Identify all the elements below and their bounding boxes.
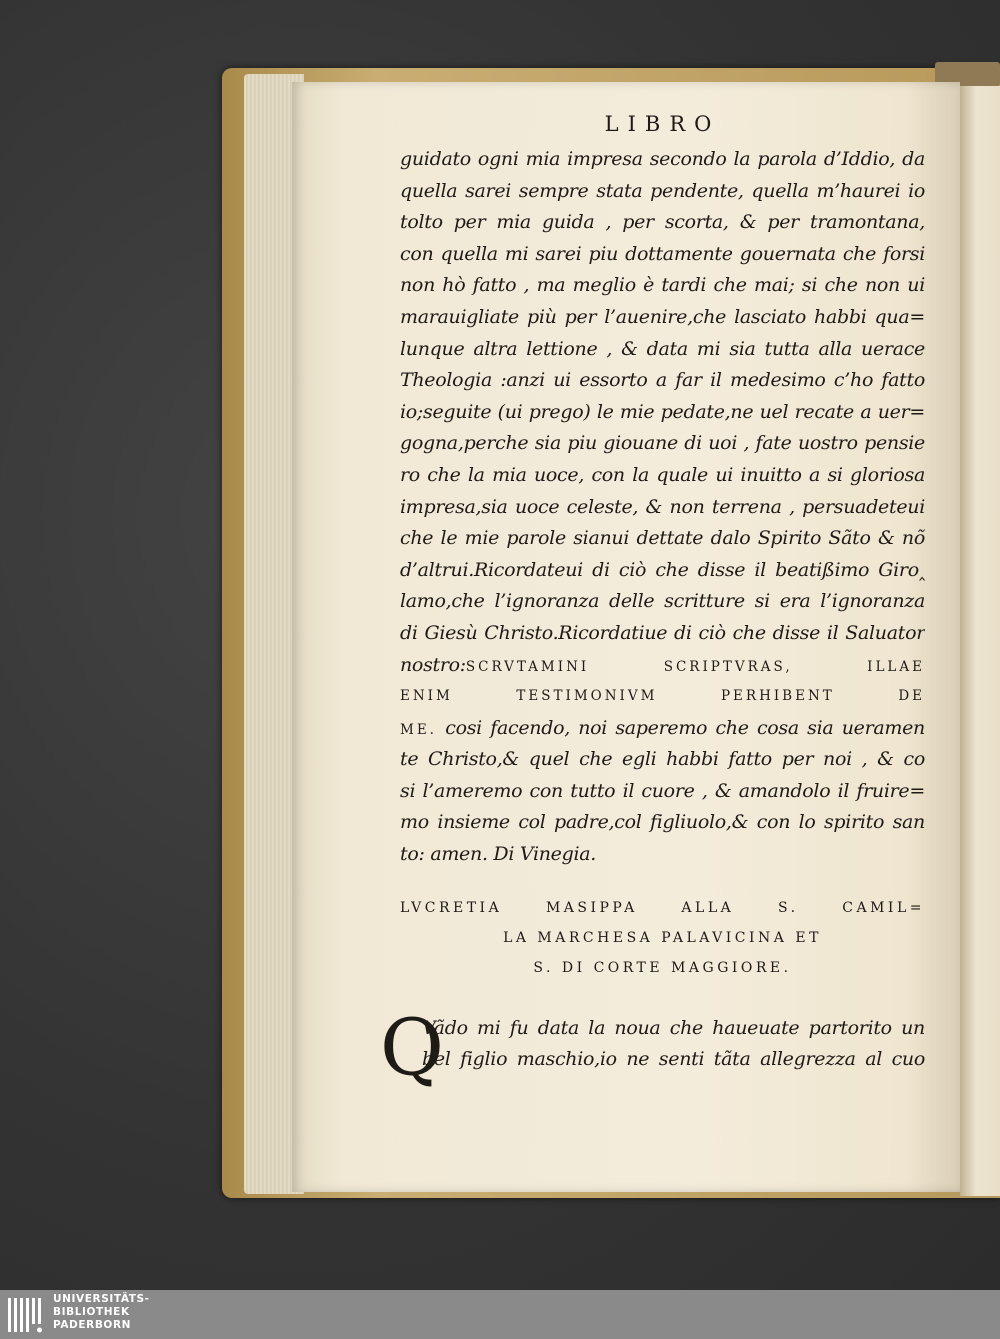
logo-line-3: PADERBORN <box>53 1319 132 1331</box>
latin-line-3 <box>400 713 925 745</box>
latin-line-2: ENIM TESTIMONIVM PERHIBENT DE <box>400 688 925 705</box>
heading-line: LVCRETIA MASIPPA ALLA S. CAMIL= <box>400 899 925 916</box>
text-line: mo insieme col padre,col figliuolo,& con lo spirito san <box>400 811 925 834</box>
text-line: che le mie parole sianui dettate dalo Spirito Sãto & nõ <box>400 527 925 550</box>
body-lines-after <box>400 744 925 870</box>
latin-quote-1: SCRVTAMINI SCRIPTVRAS, ILLAE <box>465 658 925 675</box>
logo-line-2: BIBLIOTHEK <box>53 1306 130 1318</box>
text-line: non hò fatto , ma meglio è tardi che mai; si che non ui <box>400 274 925 297</box>
body-lines <box>400 144 925 650</box>
text-line: to: amen. Di Vinegia. <box>400 843 597 866</box>
text-line: lamo,che l’ignoranza delle scritture si era l’ignoranza <box>400 590 925 613</box>
text-line: Vãdo mi fu data la noua che haueuate partorito un <box>422 1016 925 1039</box>
heading-line: LA MARCHESA PALAVICINA ET <box>503 929 822 946</box>
running-head: LIBRO <box>604 112 721 136</box>
latin-line-3-rest: cosi facendo, noi saperemo che cosa sia ueramen <box>445 716 925 739</box>
latin-prefix: nostro: <box>400 653 466 676</box>
text-line: bel figlio maschio,io ne senti tãta allegrezza al cuo <box>422 1048 925 1071</box>
text-line: tolto per mia guida , per scorta, & per tramontana, <box>400 211 925 234</box>
text-line: d’altrui.Ricordateui di ciò che disse il beatißimo Giro‸ <box>400 558 925 581</box>
text-line: ro che la mia uoce, con la quale ui inuitto a si gloriosa <box>400 463 925 486</box>
text-line: io;seguite (ui prego) le mie pedate,ne uel recate a uer= <box>400 400 925 423</box>
logo-line-1: UNIVERSITÄTS- <box>53 1293 150 1305</box>
letter-lines <box>400 1013 925 1076</box>
text-line: lunque altra lettione , & data mi sia tutta alla uerace <box>400 337 925 360</box>
latin-line-1 <box>400 650 925 682</box>
facing-page-edge <box>960 86 1000 1196</box>
text-line: te Christo,& quel che egli habbi fatto per noi , & co <box>400 748 925 771</box>
latin-quote-3: ME. <box>400 721 437 738</box>
letter-opening <box>380 1002 925 1093</box>
text-line: quella sarei sempre stata pendente, quella m’haurei io <box>400 179 925 202</box>
text-line: impresa,sia uoce celeste, & non terrena , persuadeteui <box>400 495 925 518</box>
drop-cap: Q <box>380 1002 444 1093</box>
library-logo-text <box>53 1293 150 1332</box>
library-bars-icon <box>6 1295 46 1335</box>
text-line: di Giesù Christo.Ricordatiue di ciò che disse il Saluator <box>400 621 925 644</box>
letter-heading <box>400 893 925 983</box>
text-line: gogna,perche sia piu giouane di uoi , fate uostro pensie <box>400 432 925 455</box>
heading-line: S. DI CORTE MAGGIORE. <box>533 959 792 976</box>
footer-bar <box>0 1290 1000 1339</box>
page-text <box>380 110 925 1093</box>
text-line: si l’ameremo con tutto il cuore , & amandolo il fruire= <box>400 779 925 802</box>
text-line: marauigliate più per l’auenire,che lasciato habbi qua= <box>400 305 925 328</box>
text-line: guidato ogni mia impresa secondo la parola d’Iddio, da <box>400 148 925 170</box>
text-line: con quella mi sarei piu dottamente gouernata che forsi <box>400 242 925 265</box>
text-line: Theologia :anzi ui essorto a far il medesimo c’ho fatto <box>400 369 925 392</box>
